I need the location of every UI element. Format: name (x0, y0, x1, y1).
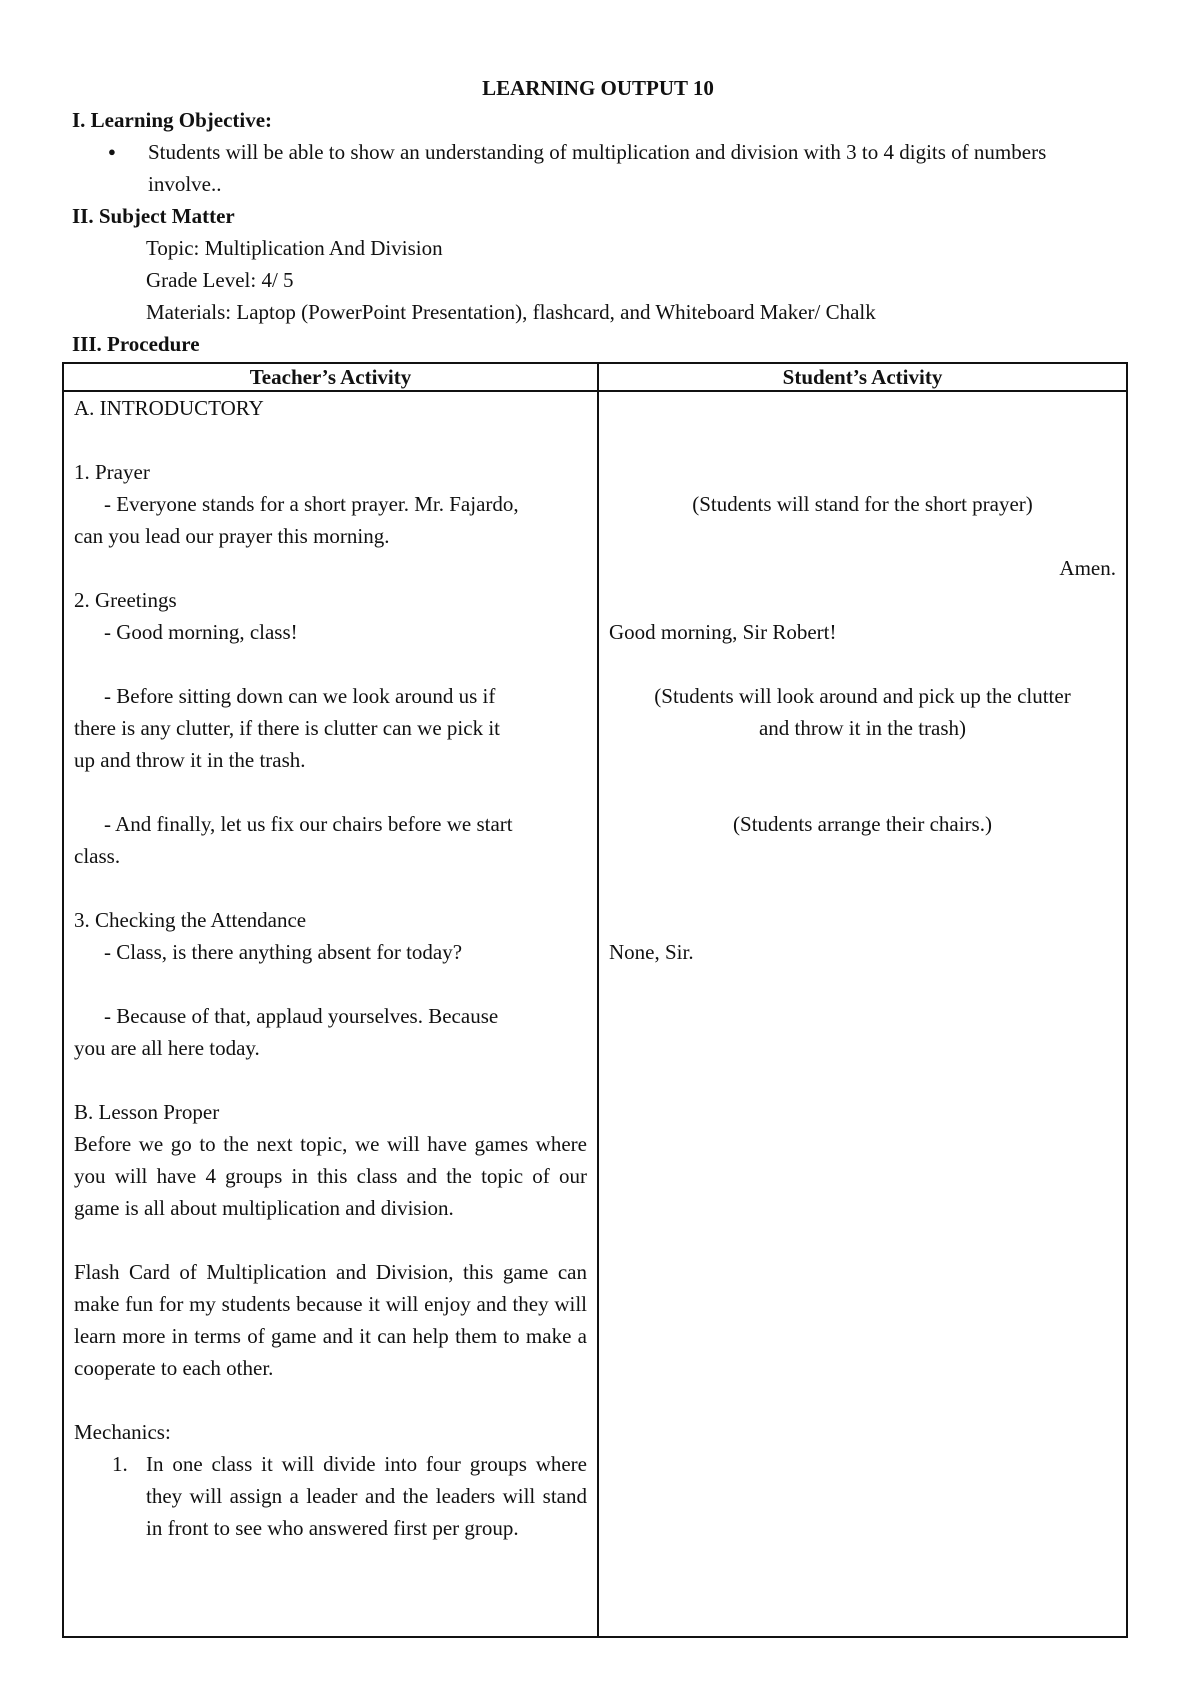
student-amen-response: Amen. (1059, 556, 1116, 580)
prayer-line-1: - Everyone stands for a short prayer. Mr. Fajardo, (104, 492, 519, 516)
applaud-line-2: you are all here today. (74, 1036, 260, 1060)
objective-text: Students will be able to show an understanding of multiplication and division with 3 to 4 digits of numbers involve.. (148, 140, 1047, 196)
student-activity-cell (598, 391, 1127, 1637)
student-clutter-response-2: and throw it in the trash) (758, 716, 967, 740)
clutter-line-2: there is any clutter, if there is clutter can we pick it (74, 716, 500, 740)
table-header-row (63, 363, 1127, 391)
student-clutter-response-1: (Students will look around and pick up the clutter (654, 684, 1071, 708)
teacher-activity-cell (63, 391, 598, 1637)
student-prayer-response: (Students will stand for the short prayer) (692, 492, 1033, 516)
grade-line: Grade Level: 4/ 5 (146, 268, 294, 292)
greetings-title: 2. Greetings (74, 588, 177, 612)
mechanics-title: Mechanics: (74, 1420, 171, 1444)
student-chairs-response: (Students arrange their chairs.) (733, 812, 992, 836)
materials-line: Materials: Laptop (PowerPoint Presentation), flashcard, and Whiteboard Maker/ Chalk (146, 300, 876, 324)
objective-heading: I. Learning Objective: (72, 108, 273, 132)
prayer-title: 1. Prayer (74, 460, 150, 484)
applaud-line-1: - Because of that, applaud yourselves. Because (104, 1004, 499, 1028)
student-attendance-response: None, Sir. (609, 940, 694, 964)
mechanics-item (74, 1448, 587, 1544)
procedure-heading: III. Procedure (72, 332, 200, 356)
clutter-line-3: up and throw it in the trash. (74, 748, 306, 772)
lesson-proper-title: B. Lesson Proper (74, 1100, 220, 1124)
lesson-paragraph-2: Flash Card of Multiplication and Division, this game can make fun for my students because it will enjoy and they will learn more in terms of game and it can help them to make a cooperate to each other. (74, 1260, 587, 1380)
chairs-line-1: - And finally, let us fix our chairs before we start (104, 812, 513, 836)
topic-line: Topic: Multiplication And Division (146, 236, 443, 260)
objective-bullet (72, 136, 1124, 200)
clutter-line-1: - Before sitting down can we look around us if (104, 684, 496, 708)
teacher-column-header: Teacher’s Activity (63, 363, 598, 391)
bullet-icon (106, 136, 148, 200)
procedure-table (62, 362, 1128, 1638)
chairs-line-2: class. (74, 844, 121, 868)
table-row (63, 391, 1127, 1637)
attendance-title: 3. Checking the Attendance (74, 908, 307, 932)
document-page (72, 72, 1124, 360)
subject-matter-heading: II. Subject Matter (72, 204, 235, 228)
mechanics-item-text: In one class it will divide into four groups where they will assign a leader and the leaders will stand in front to see who answered first per group. (146, 1452, 587, 1540)
greetings-line: - Good morning, class! (104, 620, 298, 644)
document-title: LEARNING OUTPUT 10 (482, 76, 714, 100)
prayer-line-2: can you lead our prayer this morning. (74, 524, 390, 548)
mechanics-item-number: 1. (112, 1452, 128, 1476)
attendance-line: - Class, is there anything absent for today? (104, 940, 463, 964)
intro-heading: A. INTRODUCTORY (74, 396, 264, 420)
student-column-header: Student’s Activity (598, 363, 1127, 391)
lesson-paragraph-1: Before we go to the next topic, we will have games where you will have 4 groups in this class and the topic of our game is all about multiplication and division. (74, 1132, 587, 1220)
student-greeting-response: Good morning, Sir Robert! (609, 620, 837, 644)
